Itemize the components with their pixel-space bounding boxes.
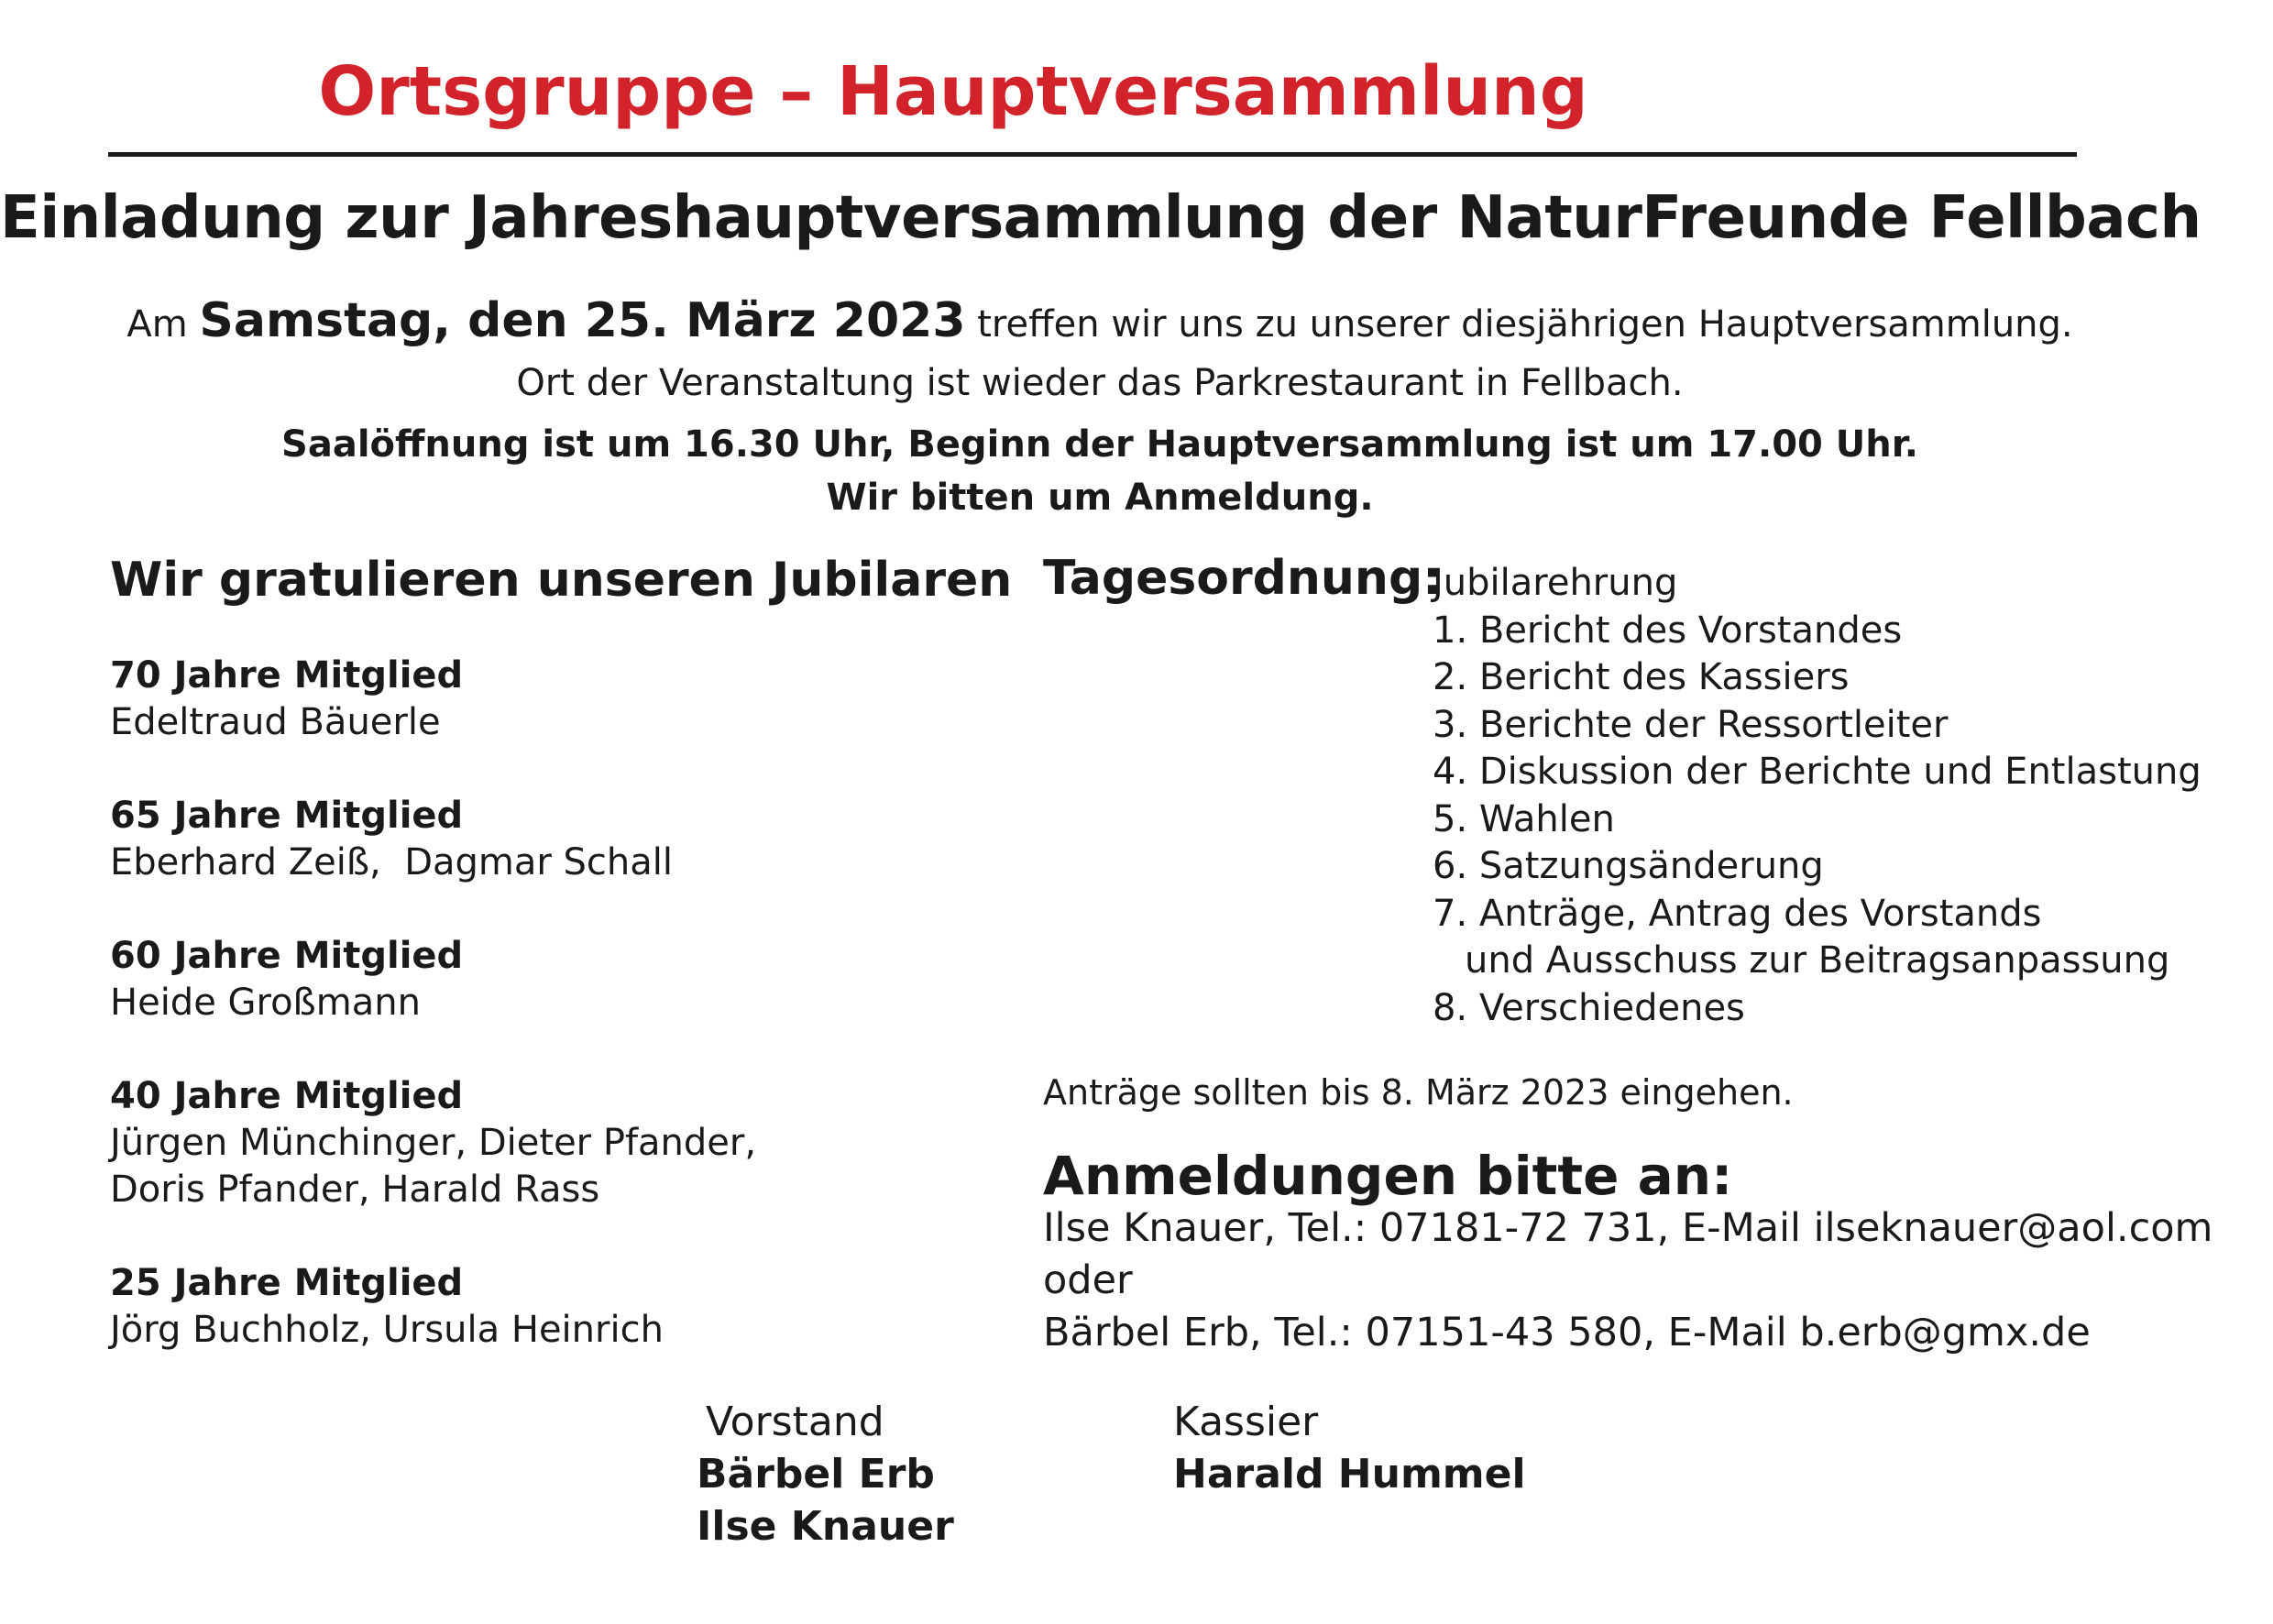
jubilare-group-25 xyxy=(110,1260,756,1354)
jubilare-label: 70 Jahre Mitglied xyxy=(110,654,464,697)
agenda-item-continuation: und Ausschuss zur Beitragsanpassung xyxy=(1465,939,2170,982)
schedule-text xyxy=(0,418,2200,524)
jubilare-group-65 xyxy=(110,793,756,886)
contact-baerbel-erb: Bärbel Erb, Tel.: 07151-43 580, E-Mail b.erb@gmx.de xyxy=(1043,1310,2091,1355)
motion-deadline: Anträge sollten bis 8. März 2023 eingehen. xyxy=(1043,1072,1794,1113)
page-title: Ortsgruppe – Hauptversammlung xyxy=(318,52,1588,131)
intro-text xyxy=(0,291,2200,412)
jubilare-names: Heide Großmann xyxy=(110,982,421,1024)
jubilare-names: Jürgen Münchinger, Dieter Pfander, xyxy=(110,1122,757,1164)
invitation-headline: Einladung zur Jahreshauptversammlung der NaturFreunde Fellbach xyxy=(0,184,2202,252)
signature-vorstand xyxy=(697,1396,954,1553)
jubilare-names: Eberhard Zeiß, Dagmar Schall xyxy=(110,841,674,883)
signature-role: Vorstand xyxy=(706,1399,884,1445)
meeting-date: Samstag, den 25. März 2023 xyxy=(199,293,966,348)
jubilare-names: Jörg Buchholz, Ursula Heinrich xyxy=(110,1309,664,1351)
intro-line-1: Am Samstag, den 25. März 2023 treffen wir uns zu unserer diesjährigen Hauptversammlung. xyxy=(126,293,2073,348)
jubilare-names: Doris Pfander, Harald Rass xyxy=(110,1169,600,1211)
jubilare-label: 40 Jahre Mitglied xyxy=(110,1075,464,1117)
intro-line-2: Ort der Veranstaltung ist wieder das Parkrestaurant in Fellbach. xyxy=(516,362,1684,404)
jubilare-group-60 xyxy=(110,933,756,1026)
contact-ilse-knauer: Ilse Knauer, Tel.: 07181-72 731, E-Mail ilseknauer@aol.com xyxy=(1043,1205,2213,1251)
registration-heading: Anmeldungen bitte an: xyxy=(1043,1145,1733,1207)
signature-name: Bärbel Erb xyxy=(697,1451,935,1498)
agenda-heading: Tagesordnung: xyxy=(1043,551,1442,606)
jubilare-group-40 xyxy=(110,1073,756,1213)
title-divider xyxy=(108,152,2077,157)
agenda-item: 5. Wahlen xyxy=(1433,797,1615,840)
signature-name: Ilse Knauer xyxy=(697,1503,954,1550)
contact-separator: oder xyxy=(1043,1257,1133,1303)
agenda-list xyxy=(1433,560,2202,1032)
jubilare-names: Edeltraud Bäuerle xyxy=(110,701,441,743)
jubilare-label: 25 Jahre Mitglied xyxy=(110,1262,464,1304)
signature-name: Harald Hummel xyxy=(1173,1451,1526,1498)
signature-kassier xyxy=(1173,1396,1526,1500)
registration-request: Wir bitten um Anmeldung. xyxy=(826,477,1374,519)
agenda-item: 6. Satzungsänderung xyxy=(1433,845,1824,887)
registration-contacts xyxy=(1043,1202,2213,1359)
agenda-item: Jubilarehrung xyxy=(1433,562,1678,604)
agenda-item: 7. Anträge, Antrag des Vorstands xyxy=(1433,892,2042,935)
signature-role: Kassier xyxy=(1173,1399,1319,1445)
jubilare-label: 65 Jahre Mitglied xyxy=(110,795,464,837)
jubilare-list xyxy=(110,653,756,1400)
jubilare-group-70 xyxy=(110,653,756,746)
opening-times: Saalöffnung ist um 16.30 Uhr, Beginn der Hauptversammlung ist um 17.00 Uhr. xyxy=(281,423,1918,466)
jubilare-heading: Wir gratulieren unseren Jubilaren xyxy=(110,553,1013,608)
jubilare-label: 60 Jahre Mitglied xyxy=(110,935,464,977)
agenda-item: 3. Berichte der Ressortleiter xyxy=(1433,703,1949,746)
agenda-item: 2. Bericht des Kassiers xyxy=(1433,656,1850,698)
agenda-item: 1. Bericht des Vorstandes xyxy=(1433,609,1903,652)
agenda-item: 4. Diskussion der Berichte und Entlastung xyxy=(1433,751,2202,793)
agenda-item: 8. Verschiedenes xyxy=(1433,986,1745,1029)
